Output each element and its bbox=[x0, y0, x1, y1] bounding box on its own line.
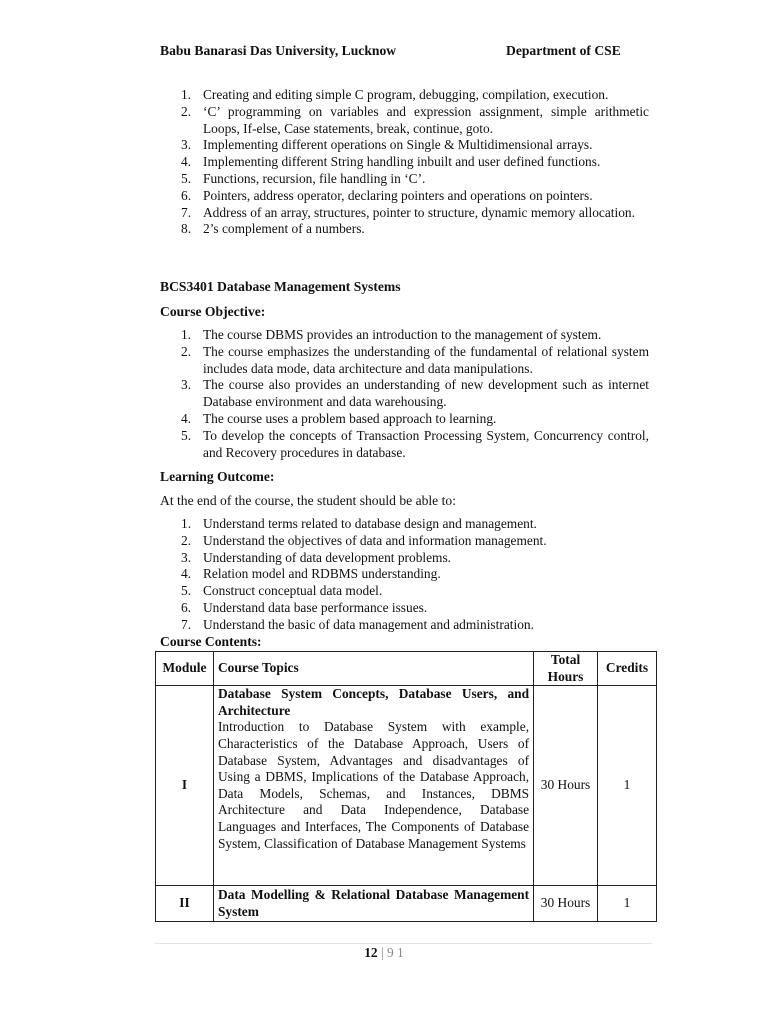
list-item: 3. The course also provides an understanding of new development such as internet Database environment and data warehousing. bbox=[181, 377, 649, 410]
course-contents-table bbox=[155, 651, 657, 922]
module-number: I bbox=[156, 686, 214, 886]
list-item: 4. Implementing different String handling inbuilt and user defined functions. bbox=[181, 154, 601, 170]
list-item: 1. The course DBMS provides an introduction to the management of system. bbox=[181, 327, 602, 342]
footer-divider bbox=[155, 943, 652, 944]
topic-title: Database System Concepts, Database Users, and Architecture bbox=[217, 686, 530, 718]
page-total: 9 1 bbox=[387, 945, 404, 960]
page-number: 12 bbox=[364, 945, 378, 960]
header-total-hours: Total Hours bbox=[534, 652, 598, 686]
department-name: Department of CSE bbox=[506, 43, 621, 58]
course-topic-cell bbox=[213, 686, 533, 886]
total-hours: 30 Hours bbox=[534, 686, 598, 886]
list-item: 7. Understand the basic of data management and administration. bbox=[181, 616, 534, 632]
topic-title: Data Modelling & Relational Database Management System bbox=[217, 887, 530, 919]
header-course-topics: Course Topics bbox=[213, 652, 533, 686]
table-row bbox=[156, 886, 657, 922]
outcome-heading: Learning Outcome: bbox=[160, 469, 275, 484]
list-item: 3. Implementing different operations on Single & Multidimensional arrays. bbox=[181, 137, 593, 153]
header-credits: Credits bbox=[598, 652, 657, 686]
list-item: 7. Address of an array, structures, pointer to structure, dynamic memory allocation. bbox=[181, 204, 635, 220]
list-item: 4. Relation model and RDBMS understanding. bbox=[181, 566, 441, 582]
objective-heading: Course Objective: bbox=[160, 304, 266, 319]
credits: 1 bbox=[598, 886, 657, 922]
total-hours: 30 Hours bbox=[534, 886, 598, 922]
page-header bbox=[160, 43, 630, 63]
course-title: BCS3401 Database Management Systems bbox=[160, 279, 401, 294]
list-item: 4. The course uses a problem based approach to learning. bbox=[181, 410, 497, 426]
list-item: 3. Understanding of data development problems. bbox=[181, 549, 452, 565]
header-module: Module bbox=[156, 652, 214, 686]
list-item: 1. Creating and editing simple C program, debugging, compilation, execution. bbox=[181, 87, 609, 102]
outcomes-list bbox=[181, 516, 649, 634]
objectives-list bbox=[181, 327, 649, 461]
list-item: 1. Understand terms related to database design and management. bbox=[181, 516, 537, 531]
list-item: 8. 2’s complement of a numbers. bbox=[181, 221, 365, 237]
list-item: 2. ‘C’ programming on variables and expression assignment, simple arithmetic Loops, If-else, Case statements, break, continue, goto. bbox=[181, 103, 649, 136]
topic-body: Introduction to Database System with example, Characteristics of the Database Approach, Users of Database System, Advantages and disadvantages of Using a DBMS, Implications of the Database Approach, Data Models, Schemas, and Instances, DBMS Architecture and Data Independence, Database Languages and Interfaces, The Components of Database System, Classification of Database Management Systems bbox=[217, 719, 530, 851]
list-item: 5. To develop the concepts of Transaction Processing System, Concurrency control, and Recovery procedures in database. bbox=[181, 427, 649, 460]
table-row bbox=[156, 686, 657, 886]
page-footer bbox=[0, 945, 768, 961]
outcome-intro: At the end of the course, the student should be able to: bbox=[160, 493, 456, 508]
footer-separator: | bbox=[380, 945, 384, 960]
course-topic-cell bbox=[213, 886, 533, 922]
list-item: 5. Functions, recursion, file handling in ‘C’. bbox=[181, 170, 426, 186]
list-item: 2. Understand the objectives of data and information management. bbox=[181, 532, 547, 548]
list-item: 6. Pointers, address operator, declaring pointers and operations on pointers. bbox=[181, 187, 593, 203]
table-header-row bbox=[156, 652, 657, 686]
credits: 1 bbox=[598, 686, 657, 886]
list-item: 2. The course emphasizes the understanding of the fundamental of relational system includes data mode, data architecture and data manipulations. bbox=[181, 343, 649, 376]
contents-heading: Course Contents: bbox=[160, 634, 262, 649]
list-item: 6. Understand data base performance issues. bbox=[181, 599, 428, 615]
lab-experiment-list bbox=[181, 87, 649, 238]
university-name: Babu Banarasi Das University, Lucknow bbox=[160, 43, 397, 58]
module-number: II bbox=[156, 886, 214, 922]
list-item: 5. Construct conceptual data model. bbox=[181, 583, 383, 599]
